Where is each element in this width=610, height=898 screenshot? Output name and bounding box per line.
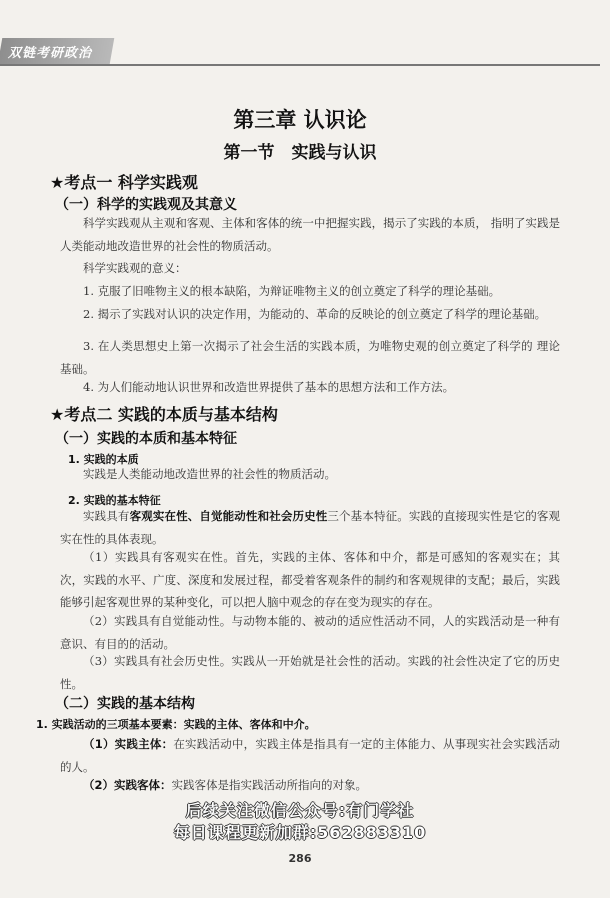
header-rule <box>0 64 600 66</box>
kp2-p2-end: 三个基本特征。实践的直接现实性是它的客观实在性的具体表现。 <box>60 509 561 546</box>
page-number: 286 <box>288 852 312 865</box>
kp2-sub2: （二）实践的基本结构 <box>55 696 195 712</box>
kp2-p5: （3）实践具有社会历史性。实践从一开始就是社会性的活动。实践的社会性决定了它的历史性。 <box>60 654 560 691</box>
kp1-item1: 1. 克服了旧唯物主义的根本缺陷，为辩证唯物主义的创立奠定了科学的理论基础。 <box>83 284 501 298</box>
kp2-h1: 1. 实践的本质 <box>68 453 139 466</box>
kp2-s1: 1. 实践活动的三项基本要素：实践的主体、客体和中介。 <box>36 718 316 731</box>
kp2-p4: （2）实践具有自觉能动性。与动物本能的、被动的适应性活动不同，人的实践活动是一种有意识、有目的的活动。 <box>60 614 560 651</box>
kp1-title: ★考点一 科学实践观 <box>50 173 198 192</box>
section-title: 第一节 实践与认识 <box>223 143 377 163</box>
kp1-para2: 科学实践观的意义： <box>83 261 187 275</box>
kp2-p2-bold: 客观实在性、自觉能动性和社会历史性 <box>129 509 328 523</box>
kp2-h2: 2. 实践的基本特征 <box>68 494 161 507</box>
watermark-line1: 后续关注微信公众号:有门学社 <box>185 801 415 820</box>
kp2-p1: 实践是人类能动地改造世界的社会性的物质活动。 <box>83 467 336 481</box>
header-label: 双链考研政治 <box>8 46 93 61</box>
kp2-p2-start: 实践具有 <box>83 509 130 523</box>
kp2-s2-text: 在实践活动中，实践主体是指具有一定的主体能力、从事现实社会实践活动的人。 <box>60 737 560 774</box>
kp1-para1: 科学实践观从主观和客观、主体和客体的统一中把握实践，揭示了实践的本质， 指明了实践是人类能动地改造世界的社会性的物质活动。 <box>60 216 560 253</box>
kp2-s3 <box>60 774 560 797</box>
kp2-title: ★考点二 实践的本质与基本结构 <box>50 405 278 424</box>
kp2-s3-label: （2）实践客体： <box>83 778 172 792</box>
kp1-item4: 4. 为人们能动地认识世界和改造世界提供了基本的思想方法和工作方法。 <box>83 380 455 394</box>
watermark-line2: 每日课程更新加群:562883310 <box>173 823 427 842</box>
kp2-s3-text: 实践客体是指实践活动所指向的对象。 <box>171 778 368 792</box>
kp2-s2 <box>60 733 560 778</box>
chapter-title: 第三章 认识论 <box>233 108 367 132</box>
kp2-s2-label: （1）实践主体： <box>83 737 174 751</box>
kp1-sub1: （一）科学的实践观及其意义 <box>55 197 237 213</box>
kp1-item3: 3. 在人类思想史上第一次揭示了社会生活的实践本质，为唯物史观的创立奠定了科学的 理论基础。 <box>60 339 560 376</box>
kp2-p2 <box>60 505 560 550</box>
kp2-sub1: （一）实践的本质和基本特征 <box>55 431 237 447</box>
kp1-item2: 2. 揭示了实践对认识的决定作用，为能动的、革命的反映论的创立奠定了科学的理论基础。 <box>83 307 547 321</box>
kp2-p3: （1）实践具有客观实在性。首先，实践的主体、客体和中介，都是可感知的客观实在；其次，实践的水平、广度、深度和发展过程，都受着客观条件的制约和客观规律的支配；最后，实践能够引起客观世界的某种变化，可以把人脑中观念的存在变为现实的存在。 <box>60 550 560 609</box>
